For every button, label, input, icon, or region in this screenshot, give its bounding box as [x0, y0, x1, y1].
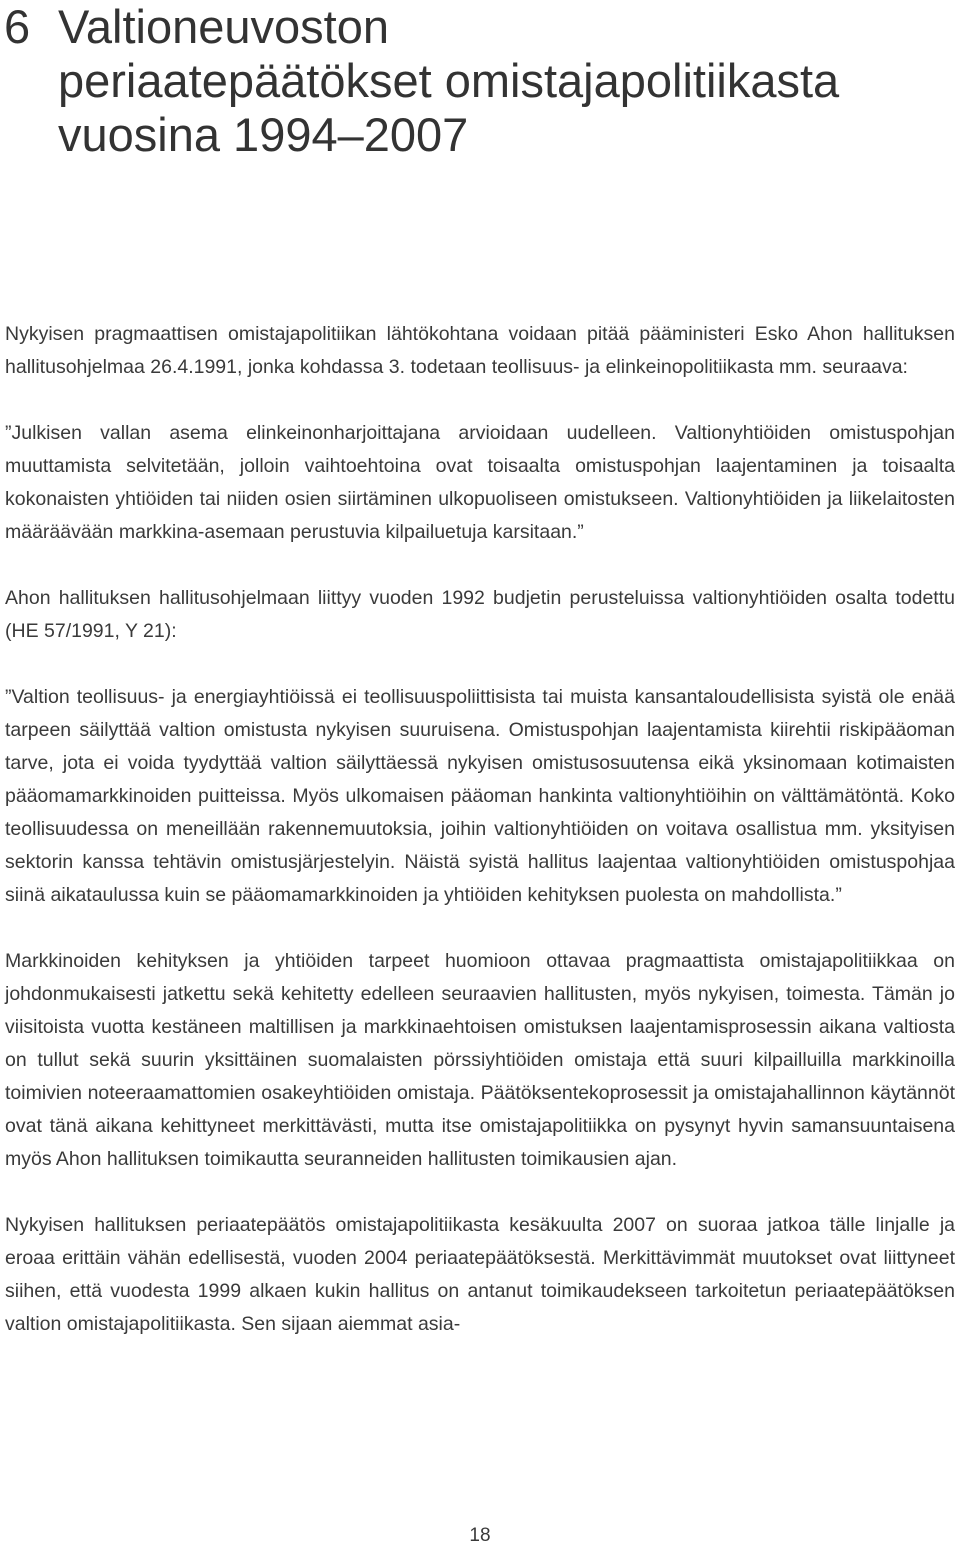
body-text: [5, 318, 955, 1341]
chapter-number: 6: [4, 0, 31, 53]
quote-budget: ”Valtion teollisuus- ja energiayhtiöissä ei teollisuuspoliittisista tai muista kansantaloudellisista syistä ole enää tarpeen säilyttää valtion omistusta nykyisen suuruisena. Omistuspohjan laajentamista kiirehtii riskipääoman tarve, jota ei voida tyydyttää valtion säilyttäessä nykyisen omistusosuutensa eikä yksinomaan kotimaisten pääomamarkkinoiden puitteissa. Myös ulkomaisen pääoman hankinta valtionyhtiöihin on välttämätöntä. Koko teollisuudessa on meneillään rakennemuutoksia, joihin valtionyhtiöiden on voitava osallistua mm. yksityisen sektorin kanssa tehtävin omistusjärjestelyin. Näistä syistä hallitus laajentaa valtionyhtiöiden omistuspohjaa siinä aikataulussa kuin se pääomamarkkinoiden ja yhtiöiden kehityksen puolesta on mahdollista.”: [5, 686, 955, 906]
chapter-heading: [4, 0, 954, 162]
paragraph-development: Markkinoiden kehityksen ja yhtiöiden tarpeet huomioon ottavaa pragmaattista omistajapolitiikkaa on johdonmukaisesti jatkettu sekä kehitetty edelleen seuraavien hallitusten, myös nykyisen, toimesta. Tämän jo viisitoista vuotta kestäneen maltillisen ja markkinaehtoisen omistuksen laajentamisprosessin aikana valtiosta on tullut sekä suurin yksittäinen suomalaisten pörssiyhtiöiden omistaja että suuri kilpailluilla markkinoilla toimivien noteeraamattomien osakeyhtiöiden omistaja. Päätöksentekoprosessit ja omistajahallinnon käytännöt ovat tänä aikana kehittyneet merkittävästi, mutta itse omistajapolitiikka on pysynyt hyvin samansuuntaisena myös Ahon hallituksen toimikautta seuranneiden hallitusten toimikausien ajan.: [5, 950, 955, 1170]
paragraph-budget: Ahon hallituksen hallitusohjelmaan liittyy vuoden 1992 budjetin perusteluissa valtionyhtiöiden osalta todettu (HE 57/1991, Y 21):: [5, 587, 955, 642]
quote-hallitusohjelma: ”Julkisen vallan asema elinkeinonharjoittajana arvioidaan uudelleen. Valtionyhtiöiden omistuspohjan muuttamista selvitetään, jolloin vaihtoehtoina ovat toisaalta omistuspohjan laajentaminen ja toisaalta kokonaisten yhtiöiden tai niiden osien siirtäminen ulkopuoliseen omistukseen. Valtionyhtiöiden ja liikelaitosten määräävään markkina-asemaan perustuvia kilpailuetuja karsitaan.”: [5, 422, 955, 543]
paragraph-intro: Nykyisen pragmaattisen omistajapolitiikan lähtökohtana voidaan pitää pääministeri Esko Ahon hallituksen hallitusohjelmaa 26.4.1991, jonka kohdassa 3. todetaan teollisuus- ja elinkeinopolitiikasta mm. seuraava:: [5, 323, 955, 378]
chapter-title: Valtioneuvoston periaatepäätökset omistajapolitiikasta vuosina 1994–2007: [58, 0, 840, 161]
page-number: 18: [469, 1525, 491, 1546]
paragraph-current-decision: Nykyisen hallituksen periaatepäätös omistajapolitiikasta kesäkuulta 2007 on suoraa jatkoa tälle linjalle ja eroaa erittäin vähän edellisestä, vuoden 2004 periaatepäätöksestä. Merkittävimmät muutokset ovat liittyneet siihen, että vuodesta 1999 alkaen kukin hallitus on antanut toimikaudekseen tarkoitetun periaatepäätöksen valtion omistajapolitiikasta. Sen sijaan aiemmat asia-: [5, 1214, 955, 1335]
